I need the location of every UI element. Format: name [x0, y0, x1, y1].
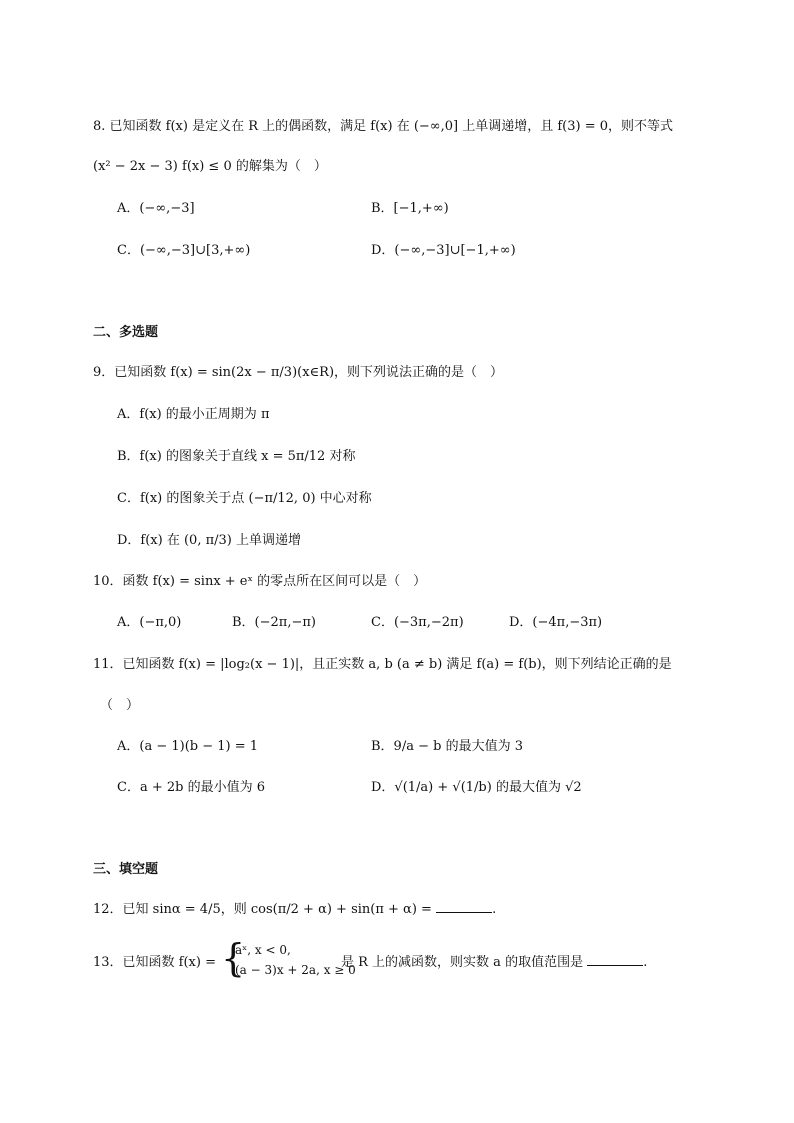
q12-end: .: [492, 902, 497, 917]
q10-option-c: C．(−3π,−2π): [371, 615, 464, 630]
q8-option-b: B．[−1,+∞): [371, 201, 449, 216]
section-title-fill-blank: 三、填空题: [93, 862, 159, 877]
q8-option-a: A．(−∞,−3]: [117, 201, 195, 216]
q10-stem: 10．函数 f(x) = sinx + eˣ 的零点所在区间可以是（ ）: [93, 574, 427, 589]
q11-option-d: D．√(1/a) + √(1/b) 的最大值为 √2: [371, 780, 582, 795]
q10-option-a: A．(−π,0): [117, 615, 182, 630]
q12-text: 12．已知 sinα = 4/5，则 cos(π/2 + α) + sin(π + α) =: [93, 902, 432, 917]
q9-option-a: A．f(x) 的最小正周期为 π: [117, 407, 270, 422]
q12-answer-blank[interactable]: [436, 900, 492, 913]
q13-brace: {: [221, 936, 246, 980]
q9-stem: 9．已知函数 f(x) = sin(2x − π/3)(x∈R)，则下列说法正确的是（ ）: [93, 365, 504, 380]
q11-option-b: B．9/a − b 的最大值为 3: [371, 739, 523, 754]
q13-pre: 13．已知函数 f(x) =: [93, 955, 216, 970]
q8-stem-line2: (x² − 2x − 3) f(x) ≤ 0 的解集为（ ）: [93, 159, 327, 174]
q11-stem-line1: 11．已知函数 f(x) = |log₂(x − 1)|，且正实数 a, b (a ≠ b) 满足 f(a) = f(b)，则下列结论正确的是: [93, 657, 672, 672]
q9-option-b: B．f(x) 的图象关于直线 x = 5π/12 对称: [117, 449, 356, 464]
q12-stem: [93, 900, 496, 920]
q13-case-1: aˣ, x < 0,: [235, 943, 291, 957]
q10-option-b: B．(−2π,−π): [232, 615, 316, 630]
q11-option-c: C．a + 2b 的最小值为 6: [117, 780, 265, 795]
q9-option-c: C．f(x) 的图象关于点 (−π/12, 0) 中心对称: [117, 491, 372, 506]
q8-stem-line1: 8. 已知函数 f(x) 是定义在 R 上的偶函数，满足 f(x) 在 (−∞,0] 上单调递增，且 f(3) = 0，则不等式: [93, 119, 674, 134]
q13-case-2: (a − 3)x + 2a, x ≥ 0: [235, 963, 356, 977]
q8-option-d: D．(−∞,−3]∪[−1,+∞): [371, 243, 516, 258]
q9-option-d: D．f(x) 在 (0, π/3) 上单调递增: [117, 533, 301, 548]
q13-stem: [93, 953, 216, 973]
section-title-multi-choice: 二、多选题: [93, 325, 159, 340]
q11-option-a: A．(a − 1)(b − 1) = 1: [117, 739, 259, 754]
q13-post: 是 R 上的减函数，则实数 a 的取值范围是: [341, 955, 584, 970]
q13-piecewise: [221, 936, 356, 982]
q10-option-d: D．(−4π,−3π): [509, 615, 603, 630]
q8-option-c: C．(−∞,−3]∪[3,+∞): [117, 243, 251, 258]
q13-answer-blank[interactable]: [587, 953, 643, 966]
q13-end: .: [643, 955, 648, 970]
q11-stem-line2: （ ）: [100, 698, 140, 713]
q13-tail: [341, 953, 647, 973]
